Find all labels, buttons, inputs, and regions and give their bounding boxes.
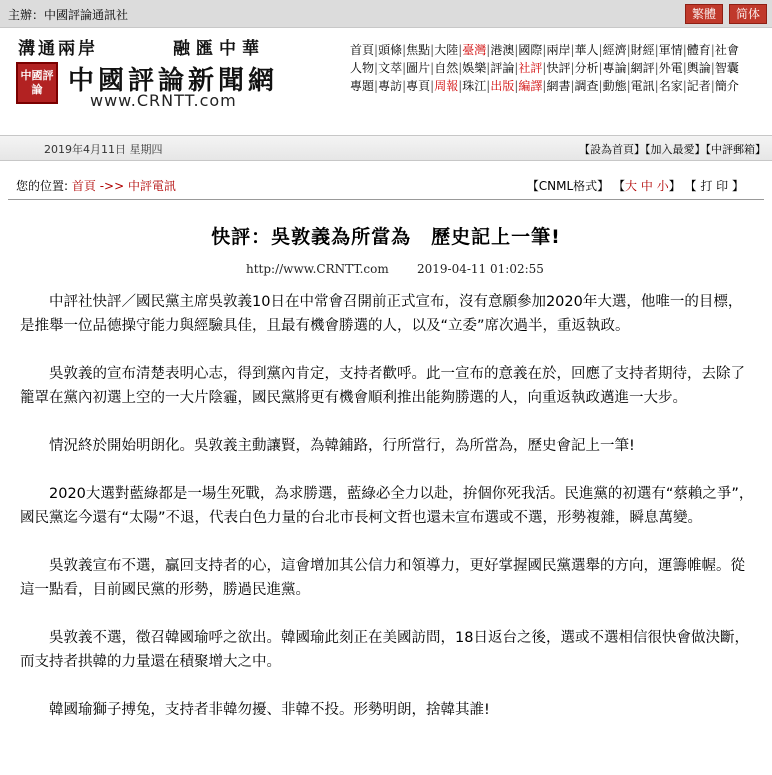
nav-link[interactable]: 臺灣 (462, 43, 487, 57)
nav-separator: | (514, 79, 519, 93)
slogan-right: 融匯中華 (173, 39, 265, 59)
nav-link[interactable]: 港澳 (490, 43, 515, 57)
font-size-medium[interactable]: 中 (640, 179, 653, 193)
article-title: 快評：吳敦義為所當為 歷史記上一筆! (211, 226, 561, 248)
nav-link[interactable]: 專頁 (406, 79, 431, 93)
logo-seal-icon: 中國評論 (16, 62, 58, 104)
nav-separator: | (654, 61, 659, 75)
nav-separator: | (402, 43, 407, 57)
nav-link[interactable]: 兩岸 (546, 43, 571, 57)
nav-link[interactable]: 國際 (518, 43, 543, 57)
nav-separator: | (654, 43, 659, 57)
font-size-open: 【 (612, 179, 625, 193)
article-paragraph: 2020大選對藍綠都是一場生死戰，為求勝選，藍綠必全力以赴，拚個你死我活。民進黨的初選有“蔡賴之爭”，國民黨迄今還有“太陽”不退，代表白色力量的台北市長柯文哲也還未宣布選或不選，形勢複雜，瞬息萬變。 (20, 486, 754, 526)
nav-link[interactable]: 首頁 (350, 43, 375, 57)
nav-separator: | (626, 61, 631, 75)
article-paragraph: 情況終於開始明朗化。吳敦義主動讓賢，為韓鋪路，行所當行，為所當為，歷史會記上一筆! (49, 438, 635, 454)
nav-link[interactable]: 自然 (434, 61, 459, 75)
font-size-large[interactable]: 大 (625, 179, 638, 193)
article-body (20, 290, 756, 746)
simplified-chinese-button[interactable]: 简体 (729, 4, 767, 24)
nav-separator: | (542, 79, 547, 93)
nav-separator: | (570, 61, 575, 75)
top-bar (0, 0, 772, 28)
nav-separator: | (598, 43, 603, 57)
breadcrumb-home[interactable]: 首頁 (71, 179, 96, 193)
article-meta (0, 262, 772, 282)
date-bar (0, 135, 772, 161)
nav-link[interactable]: 網評 (630, 61, 655, 75)
nav-separator: | (458, 79, 463, 93)
nav-link[interactable]: 經濟 (602, 43, 627, 57)
nav-link[interactable]: 評論 (490, 61, 515, 75)
nav-separator: | (542, 43, 547, 57)
nav-link[interactable]: 人物 (350, 61, 375, 75)
nav-link[interactable]: 網書 (546, 79, 571, 93)
breadcrumb-prefix: 您的位置: (16, 179, 72, 193)
nav-separator: | (654, 79, 659, 93)
font-size-small[interactable]: 小 (656, 179, 669, 193)
nav-link[interactable]: 大陸 (434, 43, 459, 57)
article-paragraph: 吳敦義的宣布清楚表明心志，得到黨內肯定，支持者歡呼。此一宣布的意義在於，回應了支持者期待，去除了籠罩在黨內初選上空的一大片陰霾，國民黨將更有機會順利推出能夠勝選的人，向重返執政邁進一大步。 (20, 366, 745, 406)
nav-separator: | (710, 61, 715, 75)
nav-separator: | (402, 79, 407, 93)
nav-separator: | (486, 79, 491, 93)
breadcrumb-arrow: ->> (95, 179, 128, 193)
nav-link[interactable]: 簡介 (714, 79, 739, 93)
add-favorite-link[interactable]: 【加入最愛】 (645, 143, 706, 156)
nav-separator: | (514, 43, 519, 57)
nav-link[interactable]: 名家 (658, 79, 683, 93)
nav-separator: | (682, 43, 687, 57)
nav-separator: | (402, 61, 407, 75)
nav-link[interactable]: 智囊 (714, 61, 739, 75)
nav-row (350, 59, 770, 77)
set-home-link[interactable]: 【設為首頁】 (579, 143, 645, 156)
nav-separator: | (682, 61, 687, 75)
nav-separator: | (598, 61, 603, 75)
nav-link[interactable]: 娛樂 (462, 61, 487, 75)
nav-link[interactable]: 體育 (686, 43, 711, 57)
nav-separator: | (570, 43, 575, 57)
divider (8, 199, 764, 200)
slogan-left: 溝通兩岸 (18, 39, 98, 59)
site-header (0, 28, 772, 108)
nav-link[interactable]: 周報 (434, 79, 459, 93)
nav-separator: | (374, 61, 379, 75)
nav-link[interactable]: 頭條 (378, 43, 403, 57)
current-date: 2019年4月11日 星期四 (44, 143, 163, 156)
article-tools (527, 177, 744, 194)
nav-link[interactable]: 編譯 (518, 79, 543, 93)
article-paragraph: 吳敦義宣布不選，贏回支持者的心，這會增加其公信力和領導力，更好掌握國民黨選舉的方向，運籌帷幄。從這一點看，目前國民黨的形勢，勝過民進黨。 (20, 558, 745, 598)
article-paragraph: 吳敦義不選，徵召韓國瑜呼之欲出。韓國瑜此刻正在美國訪問，18日返台之後，選或不選相信很快會做決斷，而支持者拱韓的力量還在積聚增大之中。 (20, 630, 749, 670)
logo-block[interactable] (8, 34, 348, 108)
main-nav (350, 41, 770, 95)
mail-link[interactable]: 【中評郵箱】 (705, 143, 766, 156)
nav-separator: | (598, 79, 603, 93)
print-link[interactable]: 【 打 印 】 (684, 179, 744, 193)
nav-separator: | (430, 79, 435, 93)
nav-link[interactable]: 記者 (686, 79, 711, 93)
nav-separator: | (458, 61, 463, 75)
nav-separator: | (710, 79, 715, 93)
nav-link[interactable]: 分析 (574, 61, 599, 75)
nav-link[interactable]: 財經 (630, 43, 655, 57)
nav-row (350, 77, 770, 95)
nav-link[interactable]: 電訊 (630, 79, 655, 93)
nav-link[interactable]: 專訪 (378, 79, 403, 93)
nav-separator: | (570, 79, 575, 93)
nav-link[interactable]: 動態 (602, 79, 627, 93)
nav-separator: | (374, 79, 379, 93)
article-source: http://www.CRNTT.com (246, 262, 389, 276)
nav-separator: | (626, 79, 631, 93)
nav-link[interactable]: 專論 (602, 61, 627, 75)
nav-separator: | (430, 43, 435, 57)
site-brand: 中國評論新聞網 (68, 66, 279, 96)
cnml-format-link[interactable]: 【CNML格式】 (526, 179, 610, 193)
nav-link[interactable]: 文萃 (378, 61, 403, 75)
article-paragraph: 韓國瑜獅子搏兔，支持者非韓勿擾、非韓不投。形勢明朗，捨韓其誰! (49, 702, 490, 718)
sponsor-text: 主辦：中國評論通訊社 (8, 8, 129, 22)
nav-separator: | (486, 61, 491, 75)
nav-link[interactable]: 快評 (546, 61, 571, 75)
breadcrumb (16, 177, 176, 194)
nav-link[interactable]: 外電 (658, 61, 683, 75)
traditional-chinese-button[interactable]: 繁體 (685, 4, 723, 24)
nav-row (350, 41, 770, 59)
nav-link[interactable]: 圖片 (406, 61, 431, 75)
nav-separator: | (374, 43, 379, 57)
nav-separator: | (682, 79, 687, 93)
nav-link[interactable]: 焦點 (406, 43, 431, 57)
nav-separator: | (514, 61, 519, 75)
article-time: 2019-04-11 01:02:55 (417, 262, 544, 276)
breadcrumb-section[interactable]: 中評電訊 (127, 179, 176, 193)
site-url: www.CRNTT.com (90, 91, 237, 110)
location-bar (0, 171, 772, 199)
nav-separator: | (486, 43, 491, 57)
nav-link[interactable]: 華人 (574, 43, 599, 57)
font-size-close: 】 (668, 179, 681, 193)
nav-link[interactable]: 珠江 (462, 79, 487, 93)
nav-separator: | (710, 43, 715, 57)
nav-separator: | (626, 43, 631, 57)
nav-link[interactable]: 軍情 (658, 43, 683, 57)
nav-link[interactable]: 社會 (714, 43, 739, 57)
nav-link[interactable]: 輿論 (686, 61, 711, 75)
nav-link[interactable]: 專題 (350, 79, 375, 93)
nav-separator: | (542, 61, 547, 75)
nav-link[interactable]: 社評 (518, 61, 543, 75)
utility-links (579, 141, 766, 157)
nav-link[interactable]: 出版 (490, 79, 515, 93)
nav-link[interactable]: 調查 (574, 79, 599, 93)
article-paragraph: 中評社快評／國民黨主席吳敦義10日在中常會召開前正式宣布，沒有意願參加2020年大選，他唯一的目標，是推舉一位品德操守能力與經驗具佳，且最有機會勝選的人，以及“立委”席次過半，重返執政。 (20, 294, 743, 334)
nav-separator: | (430, 61, 435, 75)
nav-separator: | (458, 43, 463, 57)
